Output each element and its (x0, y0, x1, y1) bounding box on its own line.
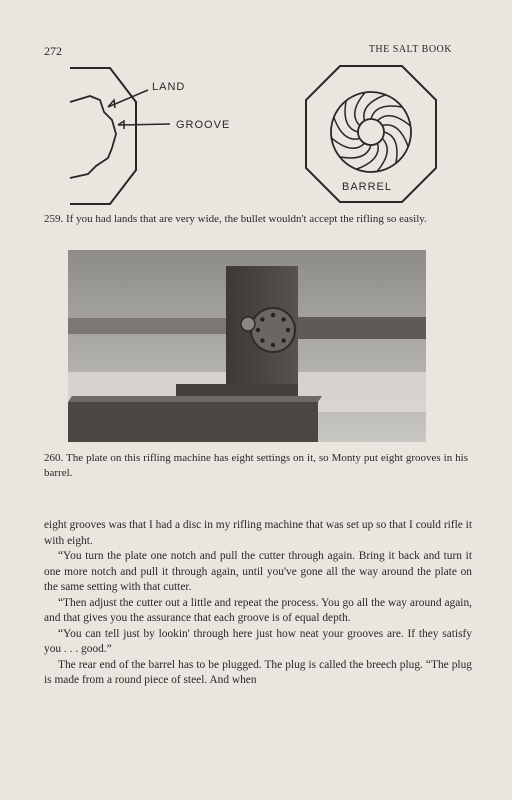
disc-hole (271, 313, 275, 317)
left-rod (68, 318, 236, 334)
disc-hole (271, 343, 275, 347)
barrel-outline (70, 68, 136, 204)
wood-block (68, 402, 318, 442)
rifling-profile (70, 96, 116, 178)
caption-259: 259. If you had lands that are very wide, the bullet wouldn't accept the rifling so easily. (44, 213, 427, 225)
outer-bore (331, 92, 411, 172)
land-arrowhead (108, 100, 115, 108)
paragraph: “You turn the plate one notch and pull the cutter through again. Bring it back and turn it one more notch and pull it through again, until you've gone all the way around the plate on the same setting with that cutter. (44, 550, 472, 593)
barrel-sketch (302, 64, 440, 204)
disc-hole (260, 317, 264, 321)
running-title: THE SALT BOOK (368, 44, 452, 55)
disc-hole (260, 338, 264, 342)
inner-bore (358, 119, 384, 145)
land-groove-sketch (60, 62, 250, 212)
disc-hole (286, 328, 290, 332)
disc-hole (281, 317, 285, 321)
rifling-machine-photo (68, 250, 426, 442)
page-number: 272 (44, 44, 62, 58)
paragraph: “You can tell just by lookin' through here just how neat your grooves are. If they satisfy you . . . good.” (44, 627, 472, 655)
caption-260: 260. The plate on this rifling machine has eight settings on it, so Monty put eight grooves in his barrel. (44, 452, 468, 479)
barrel-label: BARREL (342, 181, 393, 193)
body-text (44, 518, 472, 689)
paragraph: eight grooves was that I had a disc in my rifling machine that was set up so that I could rifle it with eight. (44, 519, 472, 547)
set-screw (241, 317, 255, 331)
wood-block-top (68, 396, 322, 402)
paragraph: “Then adjust the cutter out a little and repeat the process. You go all the way around again, and that gives you the assurance that each groove is of equal depth. (44, 596, 472, 624)
land-label: LAND (152, 81, 186, 93)
paragraph: The rear end of the barrel has to be plugged. The plug is called the breech plug. “The plug is made from a round piece of steel. And when (44, 658, 472, 686)
disc-hole (281, 338, 285, 342)
groove-label: GROOVE (176, 119, 231, 131)
groove-pointer (118, 124, 170, 125)
disc-hole (256, 328, 260, 332)
